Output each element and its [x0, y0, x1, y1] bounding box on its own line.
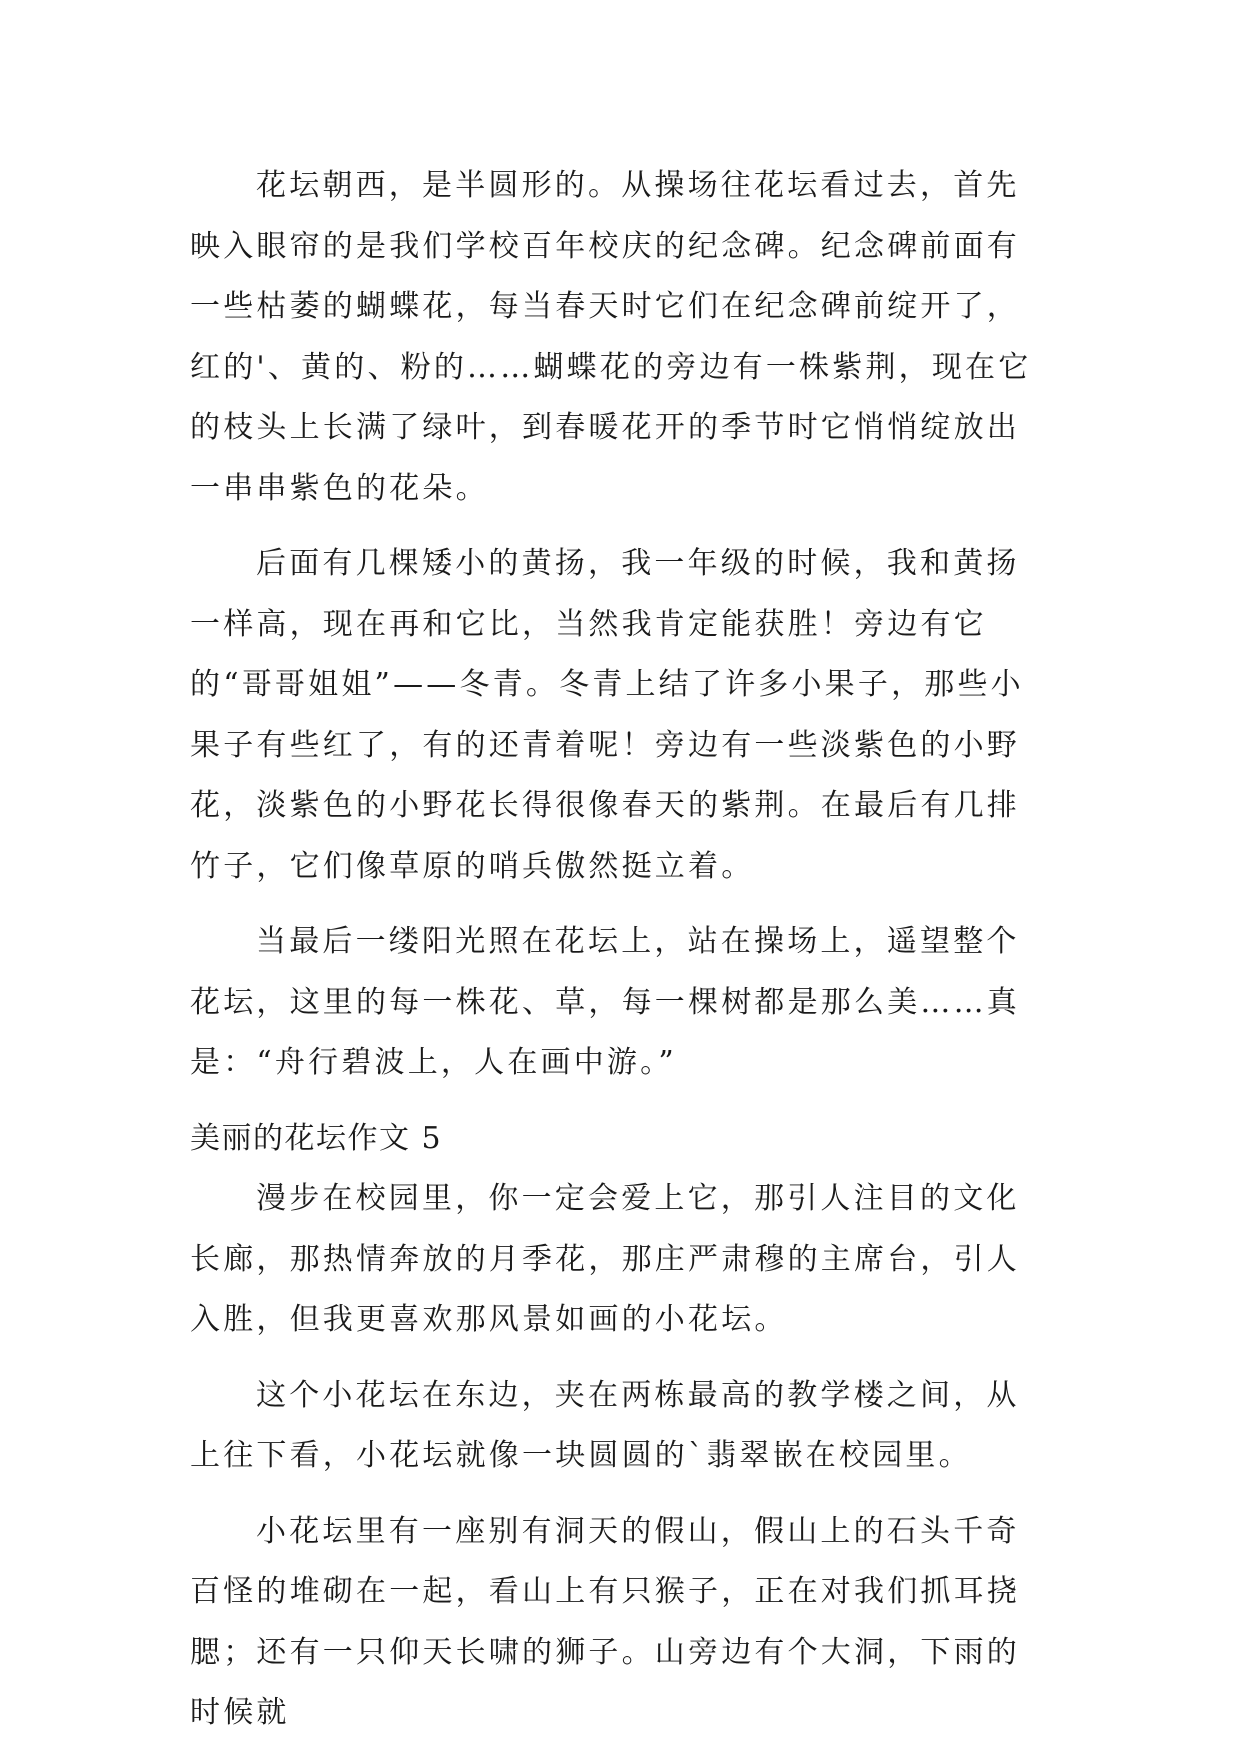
document-body: [190, 156, 1050, 1759]
paragraph-sunset-view: 当最后一缕阳光照在花坛上，站在操场上，遥望整个花坛，这里的每一株花、草，每一棵树都是那么美……真是：“舟行碧波上，人在画中游。”: [190, 924, 1020, 1080]
paragraph-flowerbed-west: 花坛朝西，是半圆形的。从操场往花坛看过去，首先映入眼帘的是我们学校百年校庆的纪念碑。纪念碑前面有一些枯萎的蝴蝶花，每当春天时它们在纪念碑前绽开了，红的'、黄的、粉的……蝴蝶花的旁边有一株紫荆，现在它的枝头上长满了绿叶，到春暖花开的季节时它悄悄绽放出一串串紫色的花朵。: [190, 168, 1032, 506]
paragraph-campus-walk: 漫步在校园里，你一定会爱上它，那引人注目的文化长廊，那热情奔放的月季花，那庄严肃穆的主席台，引人入胜，但我更喜欢那风景如画的小花坛。: [190, 1181, 1020, 1337]
section-heading: 美丽的花坛作文 5: [190, 1120, 443, 1156]
paragraph-rockery: 小花坛里有一座别有洞天的假山，假山上的石头千奇百怪的堆砌在一起，看山上有只猴子，正在对我们抓耳挠腮；还有一只仰天长啸的狮子。山旁边有个大洞，下雨的时候就: [190, 1513, 1020, 1730]
paragraph-huangyang-bushes: 后面有几棵矮小的黄扬，我一年级的时候，我和黄扬一样高，现在再和它比，当然我肯定能获胜！旁边有它的“哥哥姐姐”——冬青。冬青上结了许多小果子，那些小果子有些红了，有的还青着呢！旁边有一些淡紫色的小野花，淡紫色的小野花长得很像春天的紫荆。在最后有几排竹子，它们像草原的哨兵傲然挺立着。: [190, 546, 1024, 884]
paragraph-east-flowerbed: 这个小花坛在东边，夹在两栋最高的教学楼之间，从上往下看，小花坛就像一块圆圆的`翡翠嵌在校园里。: [190, 1377, 1020, 1473]
